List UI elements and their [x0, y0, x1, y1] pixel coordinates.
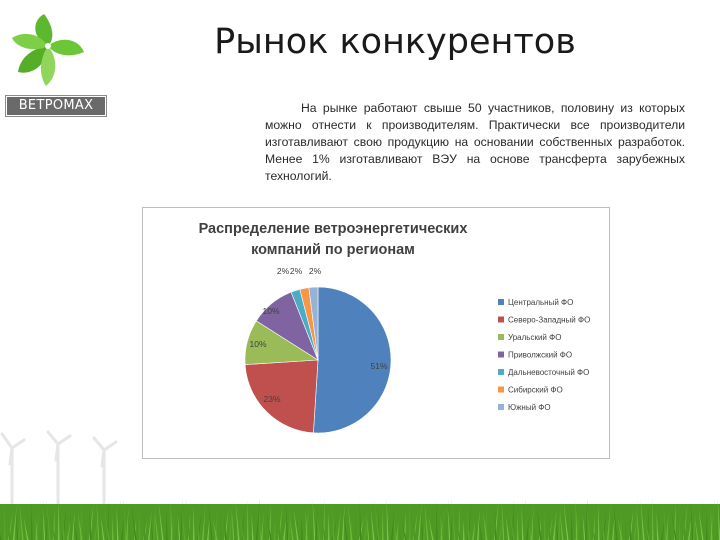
slice-label: 10% [249, 339, 267, 349]
legend-swatch [498, 352, 504, 358]
legend-entry: Северо-Западный ФО [508, 315, 591, 325]
leaf-logo-icon [8, 10, 88, 90]
legend-swatch [498, 299, 504, 305]
pie-slice [313, 287, 391, 433]
legend-swatch [498, 317, 504, 323]
legend-swatch [498, 387, 504, 393]
legend-swatch [498, 334, 504, 340]
legend-entry: Дальневосточный ФО [508, 368, 590, 377]
slice-label: 2% [289, 266, 303, 276]
pie-slice [245, 360, 318, 433]
slice-label: 10% [262, 306, 280, 316]
legend-entry: Сибирский ФО [508, 385, 563, 395]
slice-label: 2% [308, 266, 322, 276]
brand-badge: ВЕТРОМАХ [6, 96, 106, 116]
slide-paragraph: На рынке работают свыше 50 участников, половину из которых можно отнести к производителям. Практически все производители изготавливают свою продукцию на основании собственных разработок. Менее 1% изготавливают ВЭУ на основе трансферта зарубежных технологий. [265, 101, 685, 183]
chart-title-line-2: компаний по регионам [251, 242, 415, 258]
legend-entry: Приволжский ФО [508, 350, 573, 360]
slice-label: 23% [263, 394, 281, 404]
legend-swatch [498, 369, 504, 375]
legend-entry: Центральный ФО [508, 298, 574, 307]
legend-swatch [498, 404, 504, 410]
pie-chart-svg [143, 208, 609, 458]
chart-title-line-1: Распределение ветроэнергетических [198, 221, 468, 237]
grass-icon [0, 486, 720, 540]
pie-chart [142, 207, 610, 459]
legend-entry: Южный ФО [508, 403, 551, 412]
slice-label: 51% [370, 361, 388, 371]
slice-label: 2% [276, 266, 290, 276]
legend-entry: Уральский ФО [508, 333, 562, 342]
slide-title: Рынок конкурентов [214, 22, 576, 62]
